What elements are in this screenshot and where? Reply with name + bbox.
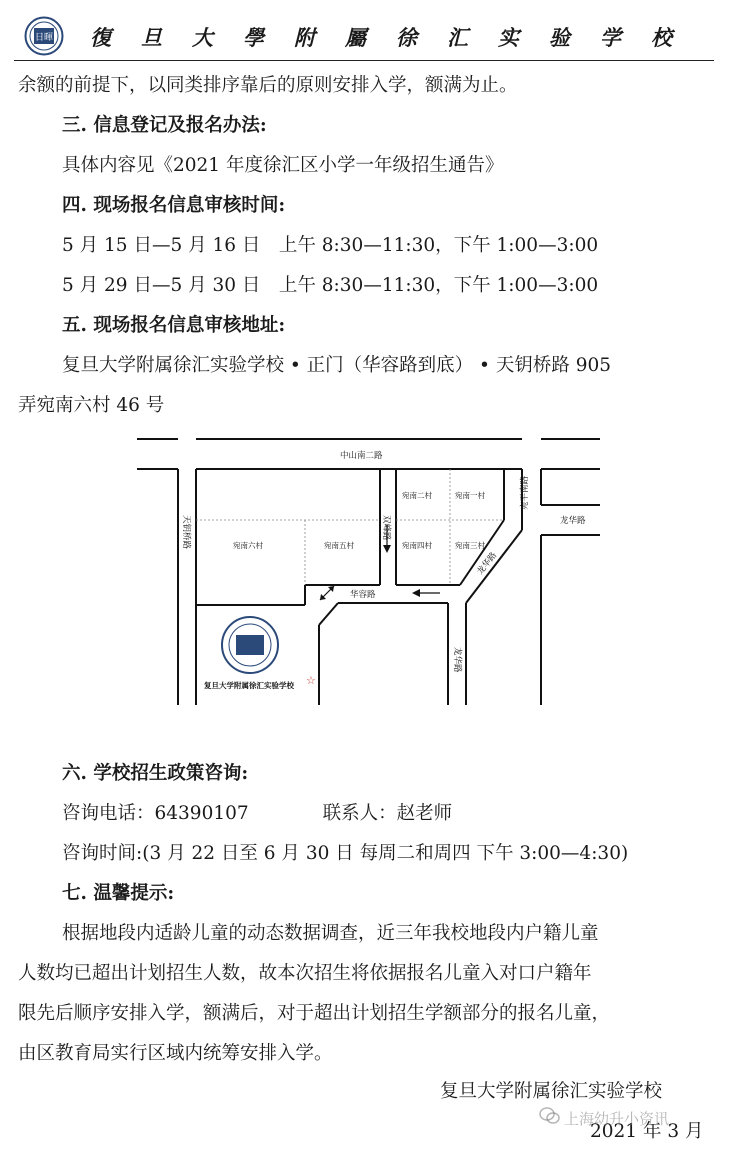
wechat-icon	[538, 1104, 562, 1128]
road-huarong: 华容路	[350, 590, 376, 600]
school-gate-star: ☆	[306, 674, 316, 687]
block-wannan-2: 宛南二村	[402, 491, 432, 500]
section-5-heading: 五. 现场报名信息审核地址:	[62, 315, 286, 336]
section-7-para-1: 根据地段内适龄儿童的动态数据调查，近三年我校地段内户籍儿童	[62, 923, 599, 944]
section-7-para-3: 限先后顺序安排入学，额满后，对于超出计划招生学额部分的报名儿童，	[18, 1003, 611, 1024]
signature: 复旦大学附属徐汇实验学校	[440, 1081, 663, 1102]
school-logo	[24, 16, 64, 56]
section-6-phone: 咨询电话：64390107 联系人：赵老师	[62, 803, 453, 824]
section-5-line-2: 弄宛南六村 46 号	[18, 395, 165, 416]
road-zhongshan: 中山南二路	[340, 451, 383, 461]
watermark: 上海幼升小资讯	[564, 1110, 670, 1128]
paragraph-1: 余额的前提下，以同类排序靠后的原则安排入学，额满为止。	[18, 75, 518, 96]
section-4-heading: 四. 现场报名信息审核时间:	[62, 195, 286, 216]
section-7-heading: 七. 温馨提示:	[62, 883, 175, 904]
section-7-para-4: 由区教育局实行区域内统筹安排入学。	[18, 1043, 333, 1064]
section-3-text: 具体内容见《2021 年度徐汇区小学一年级招生通告》	[62, 155, 504, 176]
school-label: 复旦大学附属徐汇实验学校	[204, 681, 294, 690]
section-4-line-1: 5 月 15 日—5 月 16 日 上午 8:30—11:30，下午 1:00—3:00	[62, 235, 599, 256]
section-5-line-1: 复旦大学附属徐汇实验学校 • 正门（华容路到底） • 天钥桥路 905	[62, 355, 612, 376]
road-shuangfeng: 双峰路	[381, 515, 391, 541]
section-7-para-2: 人数均已超出计划招生人数，故本次招生将依据报名儿童入对口户籍年	[18, 963, 592, 984]
block-wannan-3: 宛南三村	[455, 541, 485, 550]
road-wanping: 宛平南路	[520, 475, 530, 510]
road-longhua-vertical: 龙华路	[452, 647, 462, 673]
school-emblem	[222, 617, 278, 673]
block-wannan-1: 宛南一村	[455, 491, 485, 500]
page-title: 復旦大學附屬徐汇实验学校	[90, 25, 702, 50]
block-wannan-6: 宛南六村	[233, 541, 263, 550]
section-6-time: 咨询时间:(3 月 22 日至 6 月 30 日 每周二和周四 下午 3:00—4:30)	[62, 843, 629, 864]
location-map	[0, 425, 736, 715]
section-6-heading: 六. 学校招生政策咨询:	[62, 763, 249, 784]
block-wannan-4: 宛南四村	[402, 541, 432, 550]
page-header	[14, 14, 714, 60]
road-tianyao: 天钥桥路	[181, 515, 191, 550]
section-4-line-2: 5 月 29 日—5 月 30 日 上午 8:30—11:30，下午 1:00—3:00	[62, 275, 599, 296]
header-divider	[14, 60, 714, 61]
road-longhua-diagonal: 龙华路	[475, 550, 500, 577]
section-3-heading: 三. 信息登记及报名办法:	[62, 115, 267, 136]
date: 2021 年 3 月	[590, 1121, 704, 1142]
logo-text: 日暉	[34, 33, 54, 43]
road-longhua-east: 龙华路	[560, 516, 586, 526]
block-wannan-5: 宛南五村	[324, 541, 354, 550]
